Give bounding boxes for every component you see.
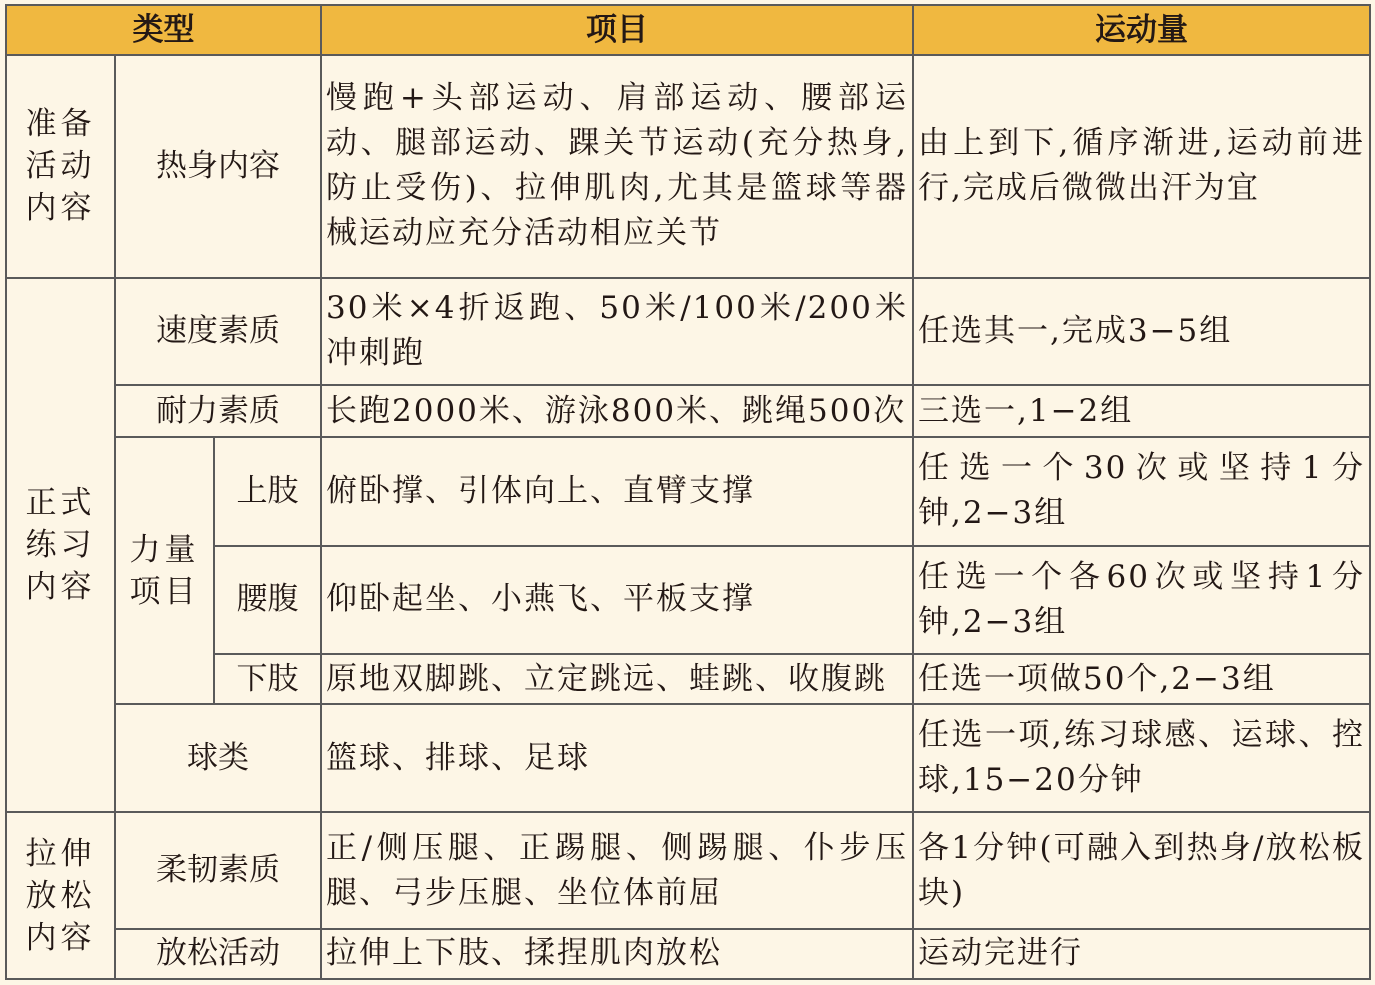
table-row <box>6 278 1370 385</box>
items-core: 仰卧起坐、小燕飞、平板支撑 <box>321 546 913 654</box>
items-ball: 篮球、排球、足球 <box>321 704 913 812</box>
category-label-line: 内容 <box>25 569 96 606</box>
header-type: 类型 <box>6 5 321 55</box>
amount-ball: 任选一项,练习球感、运球、控球,15−20分钟 <box>913 704 1370 812</box>
table-row <box>6 812 1370 928</box>
subtype-warmup: 热身内容 <box>115 55 321 278</box>
subtype-relax: 放松活动 <box>115 929 321 979</box>
category-main <box>6 278 115 813</box>
category-label-line: 力量 <box>129 531 200 568</box>
subtype-speed: 速度素质 <box>115 278 321 385</box>
header-amount: 运动量 <box>913 5 1370 55</box>
amount-flexibility: 各1分钟(可融入到热身/放松板块) <box>913 812 1370 928</box>
subtype-ball: 球类 <box>115 704 321 812</box>
category-label-line: 正式 <box>25 485 96 522</box>
amount-upper: 任选一个30次或坚持1分钟,2−3组 <box>913 437 1370 545</box>
subtype-core: 腰腹 <box>214 546 321 654</box>
table-row <box>6 385 1370 437</box>
category-label-line: 准备 <box>25 106 96 143</box>
table-row <box>6 704 1370 812</box>
category-label-line: 内容 <box>25 919 96 956</box>
subtype-lower: 下肢 <box>214 654 321 704</box>
subtype-endurance: 耐力素质 <box>115 385 321 437</box>
items-flexibility: 正/侧压腿、正踢腿、侧踢腿、仆步压腿、弓步压腿、坐位体前屈 <box>321 812 913 928</box>
amount-endurance: 三选一,1−2组 <box>913 385 1370 437</box>
category-label-line: 放松 <box>25 877 96 914</box>
table-row <box>6 929 1370 979</box>
table-row <box>6 437 1370 545</box>
amount-core: 任选一个各60次或坚持1分钟,2−3组 <box>913 546 1370 654</box>
table-row <box>6 55 1370 278</box>
items-speed: 30米×4折返跑、50米/100米/200米冲刺跑 <box>321 278 913 385</box>
category-strength <box>115 437 214 704</box>
category-label-line: 拉伸 <box>25 835 96 872</box>
amount-relax: 运动完进行 <box>913 929 1370 979</box>
items-upper: 俯卧撑、引体向上、直臂支撑 <box>321 437 913 545</box>
exercise-plan-table <box>5 4 1371 980</box>
amount-speed: 任选其一,完成3−5组 <box>913 278 1370 385</box>
amount-lower: 任选一项做50个,2−3组 <box>913 654 1370 704</box>
category-label-line: 项目 <box>129 573 200 610</box>
subtype-flexibility: 柔韧素质 <box>115 812 321 928</box>
subtype-upper: 上肢 <box>214 437 321 545</box>
category-cooldown <box>6 812 115 979</box>
category-label-line: 内容 <box>25 190 96 227</box>
header-items: 项目 <box>321 5 913 55</box>
category-label-line: 活动 <box>25 148 96 185</box>
amount-warmup: 由上到下,循序渐进,运动前进行,完成后微微出汗为宜 <box>913 55 1370 278</box>
category-label-line: 练习 <box>25 527 96 564</box>
header-row <box>6 5 1370 55</box>
items-lower: 原地双脚跳、立定跳远、蛙跳、收腹跳 <box>321 654 913 704</box>
items-warmup: 慢跑+头部运动、肩部运动、腰部运动、腿部运动、踝关节运动(充分热身,防止受伤)、拉伸肌肉,尤其是篮球等器械运动应充分活动相应关节 <box>321 55 913 278</box>
items-relax: 拉伸上下肢、揉捏肌肉放松 <box>321 929 913 979</box>
items-endurance: 长跑2000米、游泳800米、跳绳500次 <box>321 385 913 437</box>
category-prep <box>6 55 115 278</box>
